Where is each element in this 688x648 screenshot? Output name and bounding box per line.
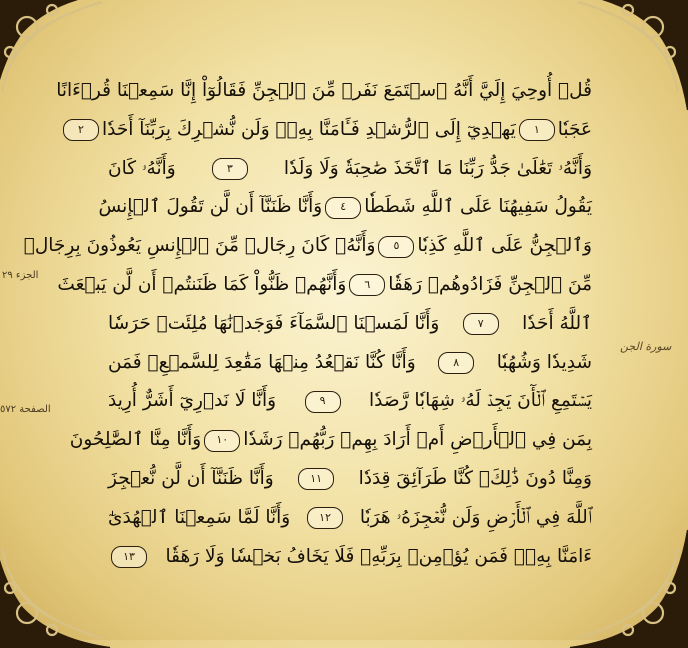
text-line xyxy=(108,538,592,577)
verse-text: وَأَنَّا ظَنَنَّآ أَن لَّن تَقُولَ ٱلۡإِنسُ xyxy=(98,196,323,218)
text-line xyxy=(56,72,592,111)
page-number-label: الصفحة ٥٧٢ xyxy=(0,404,51,415)
verse-number-marker: ١٢ xyxy=(307,507,343,529)
text-line xyxy=(57,266,592,305)
verse-text: شَدِيدٗا وَشُهُبٗا xyxy=(496,351,592,373)
verse-number-marker: ٩ xyxy=(305,391,341,413)
verse-number-marker: ١٣ xyxy=(111,546,147,568)
text-line xyxy=(23,227,592,266)
verse-number-marker: ٧ xyxy=(463,313,499,335)
verse-text: مِّنَ ٱلۡجِنِّ فَزَادُوهُمۡ رَهَقٗا xyxy=(388,273,592,295)
verse-text: وَمِنَّا دُونَ ذَٰلِكَۖ كُنَّا طَرَآئِقَ قِدَدٗا xyxy=(358,467,592,489)
verse-text: وَأَنَّهُۥ كَانَ xyxy=(108,157,176,179)
verse-text: وَأَنَّا لَمَسۡنَا ٱلسَّمَآءَ فَوَجَدۡنَٰهَا مُلِئَتۡ حَرَسٗا xyxy=(108,312,440,334)
verse-text: يَقُولُ سَفِيهُنَا عَلَى ٱللَّهِ شَطَطٗا xyxy=(364,196,592,218)
verse-number-marker: ٢ xyxy=(63,119,99,141)
juz-label: الجزء ٢٩ xyxy=(2,270,39,281)
verse-text: عَجَبٗا xyxy=(557,118,592,140)
verse-text: وَأَنَّا ظَنَنَّآ أَن لَّن نُّعۡجِزَ xyxy=(108,467,274,489)
verse-text: وَأَنَّا كُنَّا نَقۡعُدُ مِنۡهَا مَقَٰعِدَ لِلسَّمۡعِۖ فَمَن xyxy=(108,351,416,373)
ornament-corner-bottom-left xyxy=(0,528,112,648)
verse-number-marker: ١١ xyxy=(298,468,334,490)
text-line xyxy=(108,382,592,421)
verse-text: وَأَنَّا لَا نَدۡرِيٓ أَشَرٌّ أُرِيدَ xyxy=(108,390,277,412)
verse-text: بِمَن فِي ٱلۡأَرۡضِ أَمۡ أَرَادَ بِهِمۡ رَبُّهُمۡ رَشَدٗا xyxy=(243,429,592,451)
verse-text: ءَامَنَّا بِهِۦۖ فَمَن يُؤۡمِنۢ بِرَبِّهِۦ فَلَا يَخَافُ بَخۡسٗا وَلَا رَهَقٗا xyxy=(165,545,592,567)
verse-number-marker: ٦ xyxy=(349,274,385,296)
text-line xyxy=(98,188,592,227)
verse-text: ٱللَّهُ أَحَدٗا xyxy=(522,312,592,334)
verse-text: ٱللَّهَ فِي ٱلۡأَرۡضِ وَلَن نُّعۡجِزَهُۥ هَرَبٗا xyxy=(359,506,592,528)
verse-text: وَأَنَّا مِنَّا ٱلصَّٰلِحُونَ xyxy=(69,429,202,451)
text-line xyxy=(108,344,592,383)
verse-number-marker: ٣ xyxy=(212,158,248,180)
verse-number-marker: ١ xyxy=(519,119,555,141)
verse-number-marker: ٨ xyxy=(438,352,474,374)
verse-text: وَأَنَّهُمۡ ظَنُّواْ كَمَا ظَنَنتُمۡ أَن لَّن يَبۡعَثَ xyxy=(57,273,347,295)
verse-text: وَأَنَّهُۥ تَعَٰلَىٰ جَدُّ رَبِّنَا مَا ٱتَّخَذَ صَٰحِبَةٗ وَلَا وَلَدٗا xyxy=(283,157,592,179)
text-line xyxy=(108,150,592,189)
text-line xyxy=(69,421,592,460)
text-line xyxy=(108,305,592,344)
verse-text: وَأَنَّهُۥ كَانَ رِجَالٞ مِّنَ ٱلۡإِنسِ يَعُوذُونَ بِرِجَالٖ xyxy=(23,235,376,257)
surah-name-label: سورة الجن xyxy=(620,340,672,353)
verse-text: وَٱلۡجِنُّ عَلَى ٱللَّهِ كَذِبٗا xyxy=(417,235,592,257)
verse-text: وَأَنَّا لَمَّا سَمِعۡنَا ٱلۡهُدَىٰٓ xyxy=(108,506,291,528)
text-line xyxy=(108,460,592,499)
text-line xyxy=(108,499,592,538)
verse-number-marker: ٤ xyxy=(325,197,361,219)
text-line xyxy=(78,111,592,150)
verse-number-marker: ١٠ xyxy=(204,430,240,452)
verse-text: يَسۡتَمِعِ ٱلۡأٓنَ يَجِدۡ لَهُۥ شِهَابٗا رَّصَدٗا xyxy=(369,390,592,412)
verse-text: قُلۡ أُوحِيَ إِلَيَّ أَنَّهُ ٱسۡتَمَعَ نَفَرٞ مِّنَ ٱلۡجِنِّ فَقَالُوٓاْ إِنَّا سَمِعۡنَا قُرۡءَانًا xyxy=(56,80,592,101)
verse-text: يَهۡدِيٓ إِلَى ٱلرُّشۡدِ فَـَٔامَنَّا بِهِۦۖ وَلَن نُّشۡرِكَ بِرَبِّنَآ أَحَدٗا xyxy=(102,118,516,140)
verse-number-marker: ٥ xyxy=(378,236,414,258)
